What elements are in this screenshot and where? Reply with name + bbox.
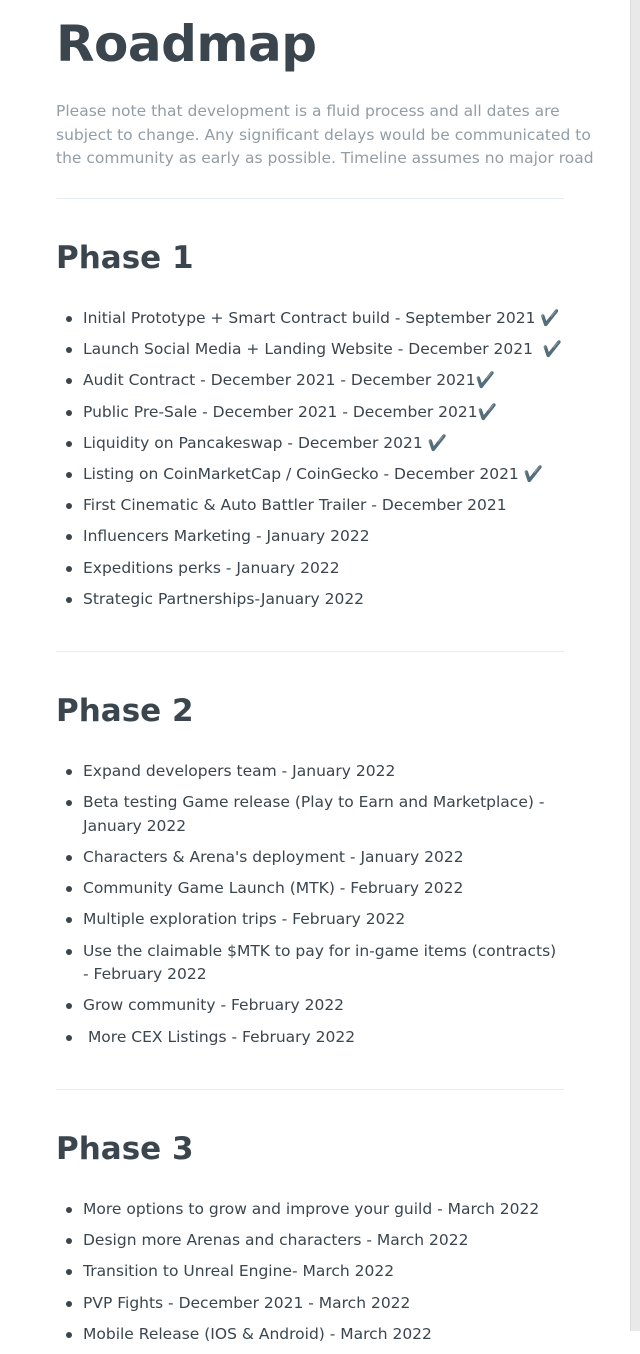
list-item-text: Audit Contract - December 2021 - December 2021 [83,371,476,390]
list-item-text: Mobile Release (IOS & Android) - March 2022 [83,1324,432,1343]
list-item-text: Launch Social Media + Landing Website - December 2021 [83,340,543,359]
phases-container [56,198,564,1346]
phase-section [56,1129,564,1346]
section-divider [56,651,564,652]
list-item-text: Transition to Unreal Engine- March 2022 [83,1262,395,1281]
list-item-text: PVP Fights - December 2021 - March 2022 [83,1293,411,1312]
list-item-text: First Cinematic & Auto Battler Trailer - December 2021 [83,496,507,515]
list-item-text: Liquidity on Pancakeswap - December 2021 [83,433,428,452]
scrollbar[interactable] [630,0,640,1331]
list-item [56,463,564,487]
section-divider [56,1089,564,1090]
phase-item-list [56,307,564,611]
list-item [56,1229,564,1253]
checkmark-icon: ✔️ [542,340,563,359]
intro-line: Please note that development is a fluid process and all dates are [56,102,560,120]
list-item [56,1323,564,1347]
section-divider [56,198,564,199]
list-item-text: Initial Prototype + Smart Contract build - September 2021 [83,309,541,327]
phase-heading: Phase 2 [56,693,194,730]
list-item [56,1026,564,1050]
phase-section [56,238,564,611]
checkmark-icon: ✔️ [540,309,560,327]
list-item [56,338,564,362]
phase-heading: Phase 3 [56,1131,194,1167]
list-item [56,877,564,901]
list-item-text: Characters & Arena's deployment - January 2022 [83,848,464,867]
list-item [56,760,564,784]
list-item [56,432,564,456]
checkmark-icon: ✔️ [475,371,495,390]
intro-line: the community as early as possible. Timeline assumes no major road [56,149,594,167]
list-item-text: Expand developers team - January 2022 [83,762,396,781]
list-item [56,557,564,581]
list-item-text: Use the claimable $MTK to pay for in-game items (contracts) - February 2022 [83,941,562,984]
checkmark-icon: ✔️ [477,402,497,421]
list-item [56,846,564,870]
list-item-text: Expeditions perks - January 2022 [83,558,340,577]
list-item-text: Multiple exploration trips - February 2022 [83,910,406,929]
main-content [56,0,594,1354]
list-item-text: Beta testing Game release (Play to Earn and Marketplace) - January 2022 [83,793,550,835]
page-title: Roadmap [56,15,317,73]
phase-section [56,691,564,1049]
checkmark-icon: ✔️ [427,433,447,452]
list-item-text: Grow community - February 2022 [83,996,345,1015]
list-item [56,307,564,331]
intro-paragraph [56,100,594,172]
list-item-text: Community Game Launch (MTK) - February 2022 [83,879,464,898]
list-item-text: More CEX Listings - February 2022 [83,1027,356,1046]
list-item [56,494,564,518]
list-item [56,1198,564,1222]
list-item-text: Strategic Partnerships-January 2022 [83,589,365,608]
phase-item-list [56,760,564,1049]
intro-line: subject to change. Any significant delays would be communicated to [56,125,591,144]
list-item [56,940,564,987]
list-item [56,401,564,425]
phase-item-list [56,1198,564,1346]
checkmark-icon: ✔️ [523,464,544,483]
list-item [56,791,564,838]
list-item [56,1260,564,1284]
list-item-text: Public Pre-Sale - December 2021 - December 2021 [83,402,478,421]
list-item-text: More options to grow and improve your guild - March 2022 [83,1200,540,1218]
list-item-text: Influencers Marketing - January 2022 [83,527,370,546]
list-item-text: Listing on CoinMarketCap / CoinGecko - December 2021 [83,464,524,483]
phase-heading: Phase 1 [56,240,194,276]
list-item [56,1292,564,1316]
list-item [56,908,564,932]
list-item [56,588,564,612]
list-item-text: Design more Arenas and characters - March 2022 [83,1231,469,1250]
list-item [56,369,564,393]
list-item [56,525,564,549]
list-item [56,994,564,1018]
